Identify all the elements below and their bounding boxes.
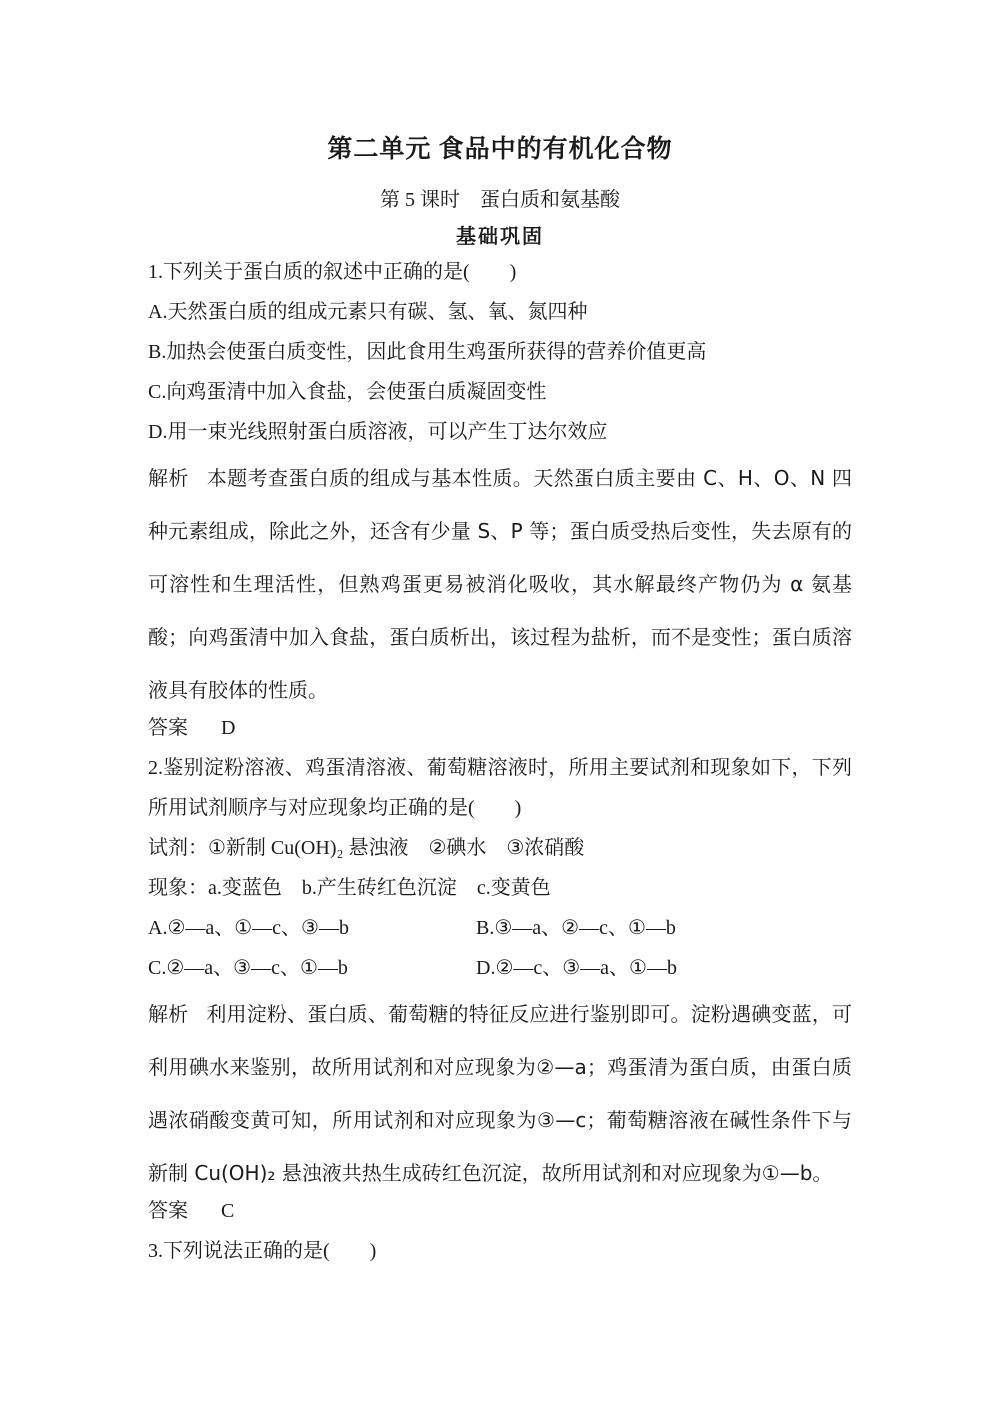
question-1-option-d: D.用一束光线照射蛋白质溶液，可以产生丁达尔效应 [148, 421, 608, 443]
unit-title: 第二单元 食品中的有机化合物 [327, 136, 673, 163]
lesson-title: 第 5 课时 蛋白质和氨基酸 [380, 189, 620, 211]
question-2-options [148, 908, 852, 988]
analysis-label: 解析 [148, 466, 189, 490]
question-2-analysis-text: 利用淀粉、蛋白质、葡萄糖的特征反应进行鉴别即可。淀粉遇碘变蓝，可利用碘水来鉴别，故所用试剂和对应现象为②—a；鸡蛋清为蛋白质，由蛋白质遇浓硝酸变黄可知，所用试剂和对应现象为③—c；葡萄糖溶液在碱性条件下与新制 Cu(OH)₂ 悬浊液共热生成砖红色沉淀，故所用试剂和对应现象为①—b。 [148, 1002, 853, 1185]
question-2-phenomena: 现象：a.变蓝色 b.产生砖红色沉淀 c.变黄色 [148, 877, 551, 899]
answer-label: 答案 [148, 1198, 188, 1222]
question-1-stem: 1.下列关于蛋白质的叙述中正确的是( ) [148, 261, 517, 283]
question-3-stem: 3.下列说法正确的是( ) [148, 1240, 377, 1262]
section-heading: 基础巩固 [456, 224, 544, 248]
question-1-analysis [148, 452, 852, 717]
question-2-answer-letter: C [221, 1200, 235, 1222]
question-2-stem: 2.鉴别淀粉溶液、鸡蛋清溶液、葡萄糖溶液时，所用主要试剂和现象如下，下列所用试剂顺序与对应现象均正确的是( ) [148, 757, 852, 819]
question-2-option-d: D.②—c、③—a、①—b [476, 957, 677, 979]
question-1-option-c: C.向鸡蛋清中加入食盐，会使蛋白质凝固变性 [148, 381, 547, 403]
question-2-reagents: 试剂：①新制 Cu(OH)₂ 悬浊液 ②碘水 ③浓硝酸 [148, 837, 585, 859]
question-1-option-b: B.加热会使蛋白质变性，因此食用生鸡蛋所获得的营养价值更高 [148, 341, 707, 363]
answer-label: 答案 [148, 715, 188, 739]
analysis-label: 解析 [148, 1002, 189, 1026]
question-1-analysis-text: 本题考查蛋白质的组成与基本性质。天然蛋白质主要由 C、H、O、N 四种元素组成，除此之外，还含有少量 S、P 等；蛋白质受热后变性，失去原有的可溶性和生理活性，但熟鸡蛋更易被消化吸收，其水解最终产物仍为 α 氨基酸；向鸡蛋清中加入食盐，蛋白质析出，该过程为盐析，而不是变性；蛋白质溶液具有胶体的性质。 [148, 466, 853, 702]
question-1-option-a: A.天然蛋白质的组成元素只有碳、氢、氧、氮四种 [148, 301, 588, 323]
question-1-answer-letter: D [221, 717, 236, 739]
question-2-option-c: C.②—a、③—c、①—b [148, 957, 348, 979]
question-2-analysis [148, 988, 852, 1200]
question-2-option-a: A.②—a、①—c、③—b [148, 917, 349, 939]
question-2-option-b: B.③—a、②—c、①—b [476, 917, 676, 939]
